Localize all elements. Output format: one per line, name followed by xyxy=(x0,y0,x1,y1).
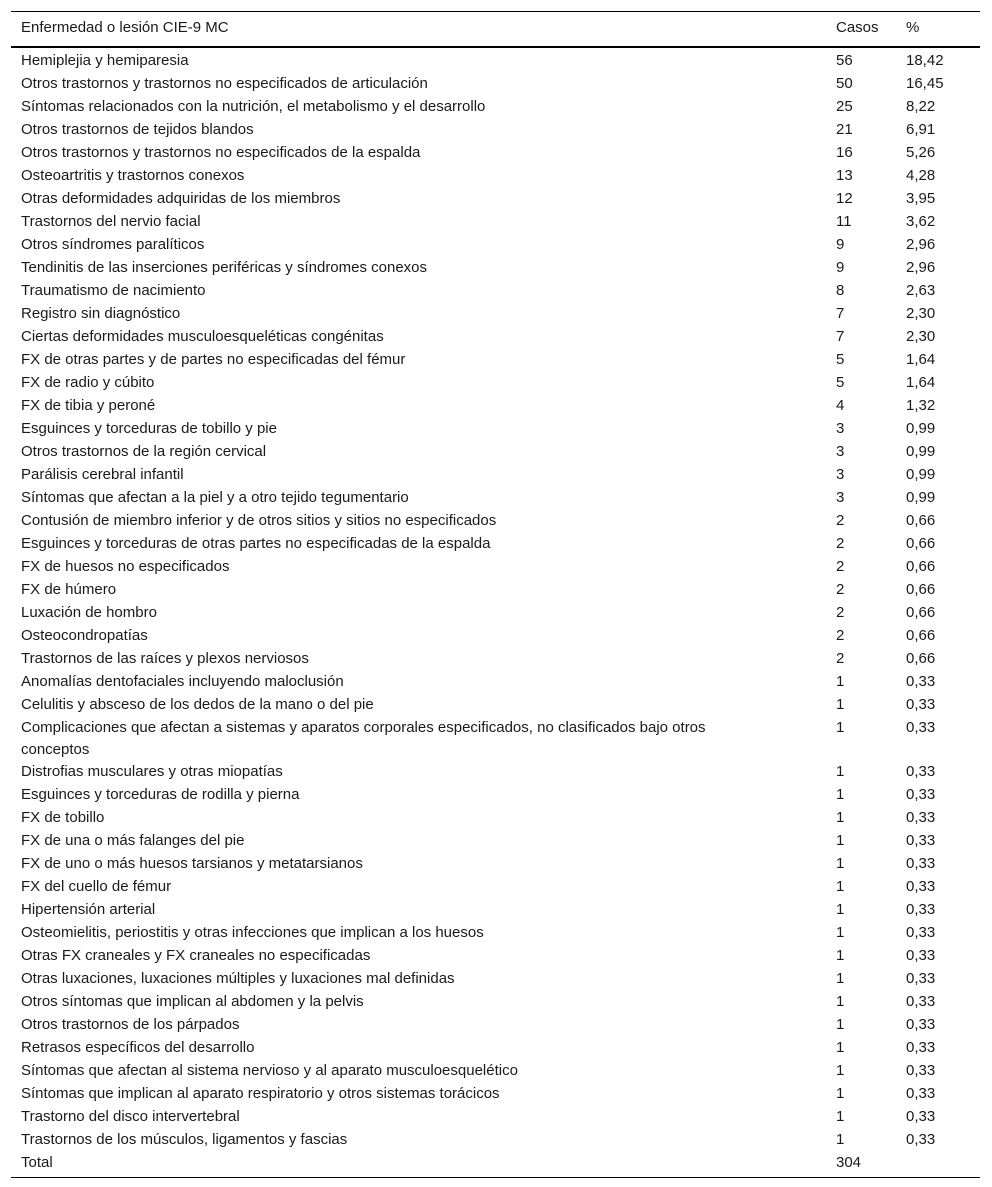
table-row xyxy=(11,372,980,395)
cases-cell: 3 xyxy=(836,489,845,506)
table-row xyxy=(11,1129,980,1152)
disease-cell: FX de uno o más huesos tarsianos y metatarsianos xyxy=(21,855,363,872)
table-row xyxy=(11,487,980,510)
percent-cell: 0,33 xyxy=(906,673,936,690)
disease-cell: Otras luxaciones, luxaciones múltiples y luxaciones mal definidas xyxy=(21,970,455,987)
table-row xyxy=(11,876,980,899)
cases-cell: 1 xyxy=(836,993,845,1010)
disease-cell: Parálisis cerebral infantil xyxy=(21,466,184,483)
percent-cell: 2,30 xyxy=(906,328,936,345)
cases-cell: 1 xyxy=(836,1039,845,1056)
cases-cell: 1 xyxy=(836,809,845,826)
percent-cell: 1,32 xyxy=(906,397,936,414)
header-disease: Enfermedad o lesión CIE-9 MC xyxy=(11,12,836,48)
disease-cell: Otros síndromes paralíticos xyxy=(21,236,205,253)
table-row xyxy=(11,968,980,991)
percent-cell: 0,33 xyxy=(906,878,936,895)
disease-cell: FX de huesos no especificados xyxy=(21,558,230,575)
percent-cell: 0,33 xyxy=(906,809,936,826)
percent-cell: 0,33 xyxy=(906,1131,936,1148)
cases-cell: 1 xyxy=(836,1108,845,1125)
cases-cell: 11 xyxy=(836,213,852,230)
cases-cell: 1 xyxy=(836,924,845,941)
table-row xyxy=(11,441,980,464)
cases-cell: 1 xyxy=(836,719,845,736)
percent-cell: 8,22 xyxy=(906,98,936,115)
disease-cell: Luxación de hombro xyxy=(21,604,157,621)
cases-cell: 1 xyxy=(836,673,845,690)
percent-cell: 4,28 xyxy=(906,167,936,184)
disease-cell: FX del cuello de fémur xyxy=(21,878,172,895)
disease-cell: Otros síntomas que implican al abdomen y la pelvis xyxy=(21,993,364,1010)
table-row xyxy=(11,1014,980,1037)
table-row xyxy=(11,533,980,556)
table-header-row xyxy=(11,12,980,48)
table-row xyxy=(11,1106,980,1129)
cases-cell: 2 xyxy=(836,535,845,552)
cases-cell: 8 xyxy=(836,282,845,299)
table-container xyxy=(11,11,980,1178)
percent-cell: 1,64 xyxy=(906,374,936,391)
table-row xyxy=(11,418,980,441)
table-row xyxy=(11,922,980,945)
table-row xyxy=(11,119,980,142)
table-row xyxy=(11,326,980,349)
cases-cell: 1 xyxy=(836,1085,845,1102)
table-row xyxy=(11,761,980,784)
percent-cell: 0,33 xyxy=(906,696,936,713)
cases-cell: 9 xyxy=(836,259,845,276)
table-row xyxy=(11,945,980,968)
cases-cell: 21 xyxy=(836,121,853,138)
disease-cell: Traumatismo de nacimiento xyxy=(21,282,206,299)
table-row xyxy=(11,165,980,188)
cases-cell: 12 xyxy=(836,190,853,207)
disease-cell: Otros trastornos de tejidos blandos xyxy=(21,121,254,138)
table-row xyxy=(11,257,980,280)
percent-cell: 0,66 xyxy=(906,627,936,644)
percent-cell: 0,33 xyxy=(906,786,936,803)
table-row xyxy=(11,830,980,853)
table-row xyxy=(11,47,980,73)
percent-cell: 0,33 xyxy=(906,1108,936,1125)
disease-cell: Síntomas relacionados con la nutrición, el metabolismo y el desarrollo xyxy=(21,98,486,115)
disease-cell: Síntomas que implican al aparato respiratorio y otros sistemas torácicos xyxy=(21,1085,500,1102)
disease-cell: FX de húmero xyxy=(21,581,117,598)
table-row xyxy=(11,694,980,717)
cases-cell: 7 xyxy=(836,328,845,345)
percent-cell: 0,33 xyxy=(906,1085,936,1102)
disease-cell: Esguinces y torceduras de otras partes no especificadas de la espalda xyxy=(21,535,491,552)
cases-cell: 56 xyxy=(836,52,853,69)
percent-cell: 2,30 xyxy=(906,305,936,322)
cases-cell: 1 xyxy=(836,970,845,987)
disease-cell: Tendinitis de las inserciones periféricas y síndromes conexos xyxy=(21,259,428,276)
disease-cell: FX de una o más falanges del pie xyxy=(21,832,245,849)
disease-cell: Complicaciones que afectan a sistemas y aparatos corporales especificados, no clasificados bajo otros conceptos xyxy=(21,719,706,758)
percent-cell: 0,33 xyxy=(906,993,936,1010)
table-total-row xyxy=(11,1152,980,1178)
percent-cell: 0,66 xyxy=(906,512,936,529)
cases-cell: 50 xyxy=(836,75,853,92)
percent-cell: 0,99 xyxy=(906,443,936,460)
percent-cell: 6,91 xyxy=(906,121,936,138)
total-percent xyxy=(906,1152,980,1178)
table-row xyxy=(11,280,980,303)
percent-cell: 0,99 xyxy=(906,420,936,437)
table-row xyxy=(11,510,980,533)
percent-cell: 0,66 xyxy=(906,581,936,598)
cases-cell: 13 xyxy=(836,167,853,184)
table-row xyxy=(11,349,980,372)
disease-cell: Esguinces y torceduras de tobillo y pie xyxy=(21,420,277,437)
cases-cell: 5 xyxy=(836,351,845,368)
table-row xyxy=(11,303,980,326)
table-row xyxy=(11,211,980,234)
percent-cell: 2,63 xyxy=(906,282,936,299)
cases-cell: 1 xyxy=(836,855,845,872)
percent-cell: 16,45 xyxy=(906,75,944,92)
percent-cell: 0,33 xyxy=(906,832,936,849)
disease-cell: Trastorno del disco intervertebral xyxy=(21,1108,240,1125)
cases-cell: 1 xyxy=(836,901,845,918)
percent-cell: 0,33 xyxy=(906,1016,936,1033)
disease-cell: Retrasos específicos del desarrollo xyxy=(21,1039,255,1056)
cases-cell: 7 xyxy=(836,305,845,322)
disease-cell: Trastornos del nervio facial xyxy=(21,213,201,230)
table-row xyxy=(11,142,980,165)
disease-cell: Otros trastornos de la región cervical xyxy=(21,443,267,460)
cases-cell: 1 xyxy=(836,1062,845,1079)
disease-cell: Otros trastornos de los párpados xyxy=(21,1016,240,1033)
percent-cell: 0,33 xyxy=(906,855,936,872)
cases-cell: 25 xyxy=(836,98,853,115)
table-row xyxy=(11,1037,980,1060)
disease-cell: Síntomas que afectan a la piel y a otro tejido tegumentario xyxy=(21,489,409,506)
cases-cell: 3 xyxy=(836,466,845,483)
table-row xyxy=(11,464,980,487)
disease-cell: Síntomas que afectan al sistema nervioso y al aparato musculoesquelético xyxy=(21,1062,518,1079)
cases-cell: 3 xyxy=(836,443,845,460)
percent-cell: 5,26 xyxy=(906,144,936,161)
disease-cell: Anomalías dentofaciales incluyendo maloclusión xyxy=(21,673,344,690)
disease-cell: Contusión de miembro inferior y de otros sitios y sitios no especificados xyxy=(21,512,497,529)
disease-cell: Otros trastornos y trastornos no especificados de la espalda xyxy=(21,144,421,161)
disease-cell: Hipertensión arterial xyxy=(21,901,156,918)
cases-cell: 3 xyxy=(836,420,845,437)
header-cases: Casos xyxy=(836,12,906,48)
table-row xyxy=(11,717,980,761)
cases-cell: 2 xyxy=(836,627,845,644)
disease-cell: Registro sin diagnóstico xyxy=(21,305,181,322)
table-row xyxy=(11,784,980,807)
table-row xyxy=(11,853,980,876)
cases-cell: 1 xyxy=(836,763,845,780)
percent-cell: 3,95 xyxy=(906,190,936,207)
cases-cell: 1 xyxy=(836,786,845,803)
table-row xyxy=(11,602,980,625)
cases-cell: 2 xyxy=(836,650,845,667)
table-row xyxy=(11,234,980,257)
disease-cell: Hemiplejia y hemiparesia xyxy=(21,52,189,69)
percent-cell: 0,66 xyxy=(906,604,936,621)
cases-cell: 1 xyxy=(836,1131,845,1148)
header-percent: % xyxy=(906,12,980,48)
percent-cell: 2,96 xyxy=(906,259,936,276)
table-row xyxy=(11,73,980,96)
diagnosis-table xyxy=(11,11,980,1178)
table-row xyxy=(11,807,980,830)
total-cases: 304 xyxy=(836,1152,906,1178)
cases-cell: 2 xyxy=(836,581,845,598)
disease-cell: Celulitis y absceso de los dedos de la mano o del pie xyxy=(21,696,374,713)
total-label: Total xyxy=(11,1152,836,1178)
table-row xyxy=(11,625,980,648)
percent-cell: 0,66 xyxy=(906,650,936,667)
table-row xyxy=(11,188,980,211)
percent-cell: 0,33 xyxy=(906,1039,936,1056)
disease-cell: FX de otras partes y de partes no especificadas del fémur xyxy=(21,351,406,368)
table-row xyxy=(11,579,980,602)
disease-cell: Esguinces y torceduras de rodilla y pierna xyxy=(21,786,300,803)
disease-cell: Ciertas deformidades musculoesqueléticas congénitas xyxy=(21,328,384,345)
percent-cell: 0,33 xyxy=(906,970,936,987)
disease-cell: Otras deformidades adquiridas de los miembros xyxy=(21,190,341,207)
table-row xyxy=(11,1060,980,1083)
table-row xyxy=(11,899,980,922)
cases-cell: 1 xyxy=(836,878,845,895)
table-row xyxy=(11,556,980,579)
percent-cell: 0,33 xyxy=(906,763,936,780)
cases-cell: 5 xyxy=(836,374,845,391)
table-row xyxy=(11,395,980,418)
disease-cell: Otras FX craneales y FX craneales no especificadas xyxy=(21,947,371,964)
percent-cell: 0,33 xyxy=(906,924,936,941)
percent-cell: 0,66 xyxy=(906,558,936,575)
disease-cell: Osteomielitis, periostitis y otras infecciones que implican a los huesos xyxy=(21,924,484,941)
table-row xyxy=(11,1083,980,1106)
table-row xyxy=(11,648,980,671)
percent-cell: 0,33 xyxy=(906,901,936,918)
cases-cell: 9 xyxy=(836,236,845,253)
percent-cell: 2,96 xyxy=(906,236,936,253)
table-body xyxy=(11,47,980,1152)
cases-cell: 1 xyxy=(836,696,845,713)
percent-cell: 0,99 xyxy=(906,466,936,483)
cases-cell: 2 xyxy=(836,558,845,575)
cases-cell: 1 xyxy=(836,832,845,849)
percent-cell: 0,66 xyxy=(906,535,936,552)
cases-cell: 1 xyxy=(836,1016,845,1033)
disease-cell: Distrofias musculares y otras miopatías xyxy=(21,763,283,780)
disease-cell: Trastornos de las raíces y plexos nerviosos xyxy=(21,650,309,667)
percent-cell: 0,99 xyxy=(906,489,936,506)
cases-cell: 2 xyxy=(836,604,845,621)
disease-cell: Osteoartritis y trastornos conexos xyxy=(21,167,245,184)
disease-cell: Osteocondropatías xyxy=(21,627,148,644)
percent-cell: 1,64 xyxy=(906,351,936,368)
percent-cell: 3,62 xyxy=(906,213,936,230)
disease-cell: Trastornos de los músculos, ligamentos y fascias xyxy=(21,1131,348,1148)
disease-cell: FX de tobillo xyxy=(21,809,105,826)
percent-cell: 18,42 xyxy=(906,52,944,69)
percent-cell: 0,33 xyxy=(906,719,936,736)
cases-cell: 4 xyxy=(836,397,845,414)
table-row xyxy=(11,96,980,119)
percent-cell: 0,33 xyxy=(906,947,936,964)
cases-cell: 16 xyxy=(836,144,853,161)
disease-cell: FX de tibia y peroné xyxy=(21,397,156,414)
cases-cell: 2 xyxy=(836,512,845,529)
cases-cell: 1 xyxy=(836,947,845,964)
table-row xyxy=(11,991,980,1014)
table-row xyxy=(11,671,980,694)
disease-cell: Otros trastornos y trastornos no especificados de articulación xyxy=(21,75,428,92)
percent-cell: 0,33 xyxy=(906,1062,936,1079)
disease-cell: FX de radio y cúbito xyxy=(21,374,155,391)
